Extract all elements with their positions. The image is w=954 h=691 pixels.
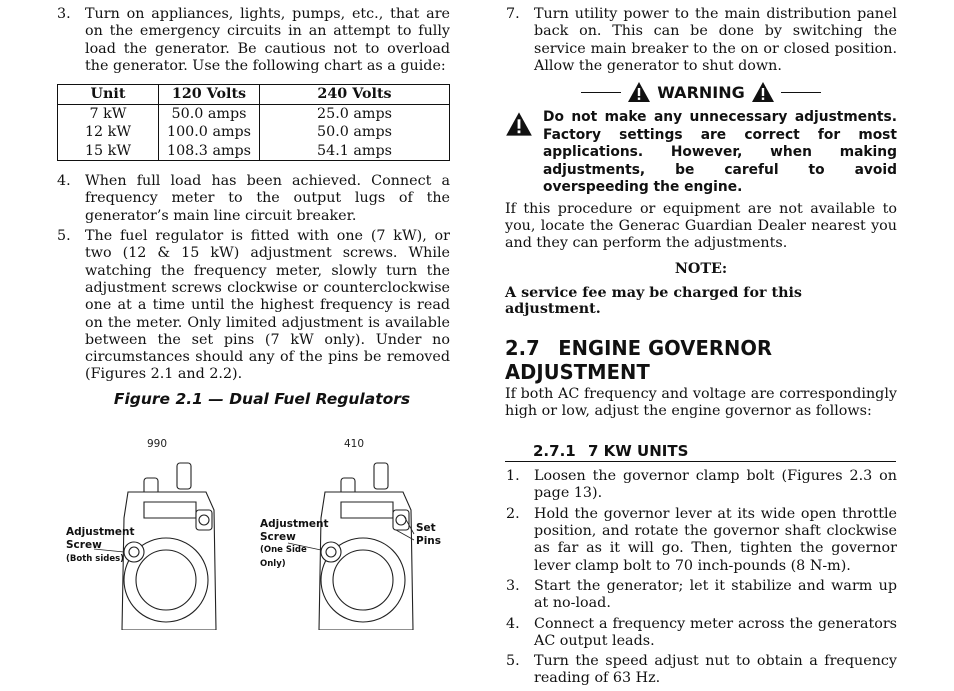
subsection-heading [505,442,896,462]
section-heading [505,336,877,384]
set-pins-annotation [416,522,441,548]
step-number: 7. [506,6,520,22]
table-row [58,142,450,161]
step-text: Turn utility power to the main distribution panel back on. This can be done by switching the service main breaker to the on or closed position. Allow the generator to shut down. [534,6,897,74]
table-header-row [58,85,450,105]
table-row [58,123,450,142]
right-column [505,6,897,691]
step-number: 2. [506,505,520,522]
list-item [56,6,450,75]
warning-triangle-icon [751,81,775,103]
fuel-fitting-icon [177,463,191,489]
note-label: NOTE: [674,260,728,277]
step-text: The fuel regulator is fitted with one (7 kW), or two (12 & 15 kW) adjustment screws. While watching the frequency meter, slowly turn the adjustment screws clockwise or counterclockwise one at a time until the highest frequency is read on the meter. Only limited adjustment is available between the set pins (7 kW only). Under no circumstances should any of the pins be removed (Figures 2.1 and 2.2). [85,228,450,383]
step-text: When full load has been achieved. Connect a frequency meter to the output lugs of the generator’s main line circuit breaker. [85,173,450,224]
table-cell: 15 kW [58,142,159,161]
table-header: 120 Volts [159,85,260,105]
step-number: 3. [57,6,71,22]
dealer-paragraph: If this procedure or equipment are not available to you, locate the Generac Guardian Dealer nearest you and they can perform the adjustments. [505,200,897,252]
regulator-label-990: 990 [147,438,168,450]
step-number: 5. [506,653,520,670]
step-text: Turn the speed adjust nut to obtain a frequency reading of 63 Hz. [534,653,897,687]
warning-title: WARNING [657,82,745,102]
table-cell: 108.3 amps [159,142,260,161]
section-title: ENGINE GOVERNOR ADJUSTMENT [505,335,773,384]
table-cell: 25.0 amps [317,105,392,122]
table-cell: 7 kW [58,104,159,123]
note-text: A service fee may be charged for this adjustment. [505,284,802,317]
list-item [56,173,450,225]
governor-steps [505,468,897,688]
list-item [505,578,897,613]
annotation-text: (One Side [260,545,307,555]
adjustment-screw-annotation-a [66,526,135,566]
list-item [56,228,450,384]
table-header: 240 Volts [260,85,450,105]
step-number: 1. [506,468,520,485]
right-steps-top [505,6,897,75]
annotation-text: (Both sides) [66,554,125,564]
table-cell: 100.0 amps [159,123,260,142]
subsection-title: 7 KW UNITS [588,442,689,461]
step-text: Start the generator; let it stabilize and warm up at no-load. [534,577,897,612]
list-item [505,653,897,688]
adjustment-screw-annotation-b [260,518,329,571]
annotation-text: Adjustment [66,526,135,538]
left-steps-bottom [56,173,450,384]
load-guide-table [57,84,450,161]
annotation-text: Pins [416,535,442,547]
step-text: Connect a frequency meter across the generators AC output leads. [534,615,897,649]
fuel-fitting-icon [374,463,388,489]
annotation-text: Screw [66,539,102,551]
step-text: Loosen the governor clamp bolt (Figures 2.3 on page 13). [534,468,897,502]
table-cell: 50.0 amps [159,104,260,123]
step-number: 3. [506,577,520,594]
list-item [505,616,897,651]
annotation-text: Only) [260,559,286,569]
list-item [505,6,897,75]
section-number: 2.7 [505,335,540,360]
divider [781,92,821,93]
warning-heading [505,81,897,103]
list-item [505,506,897,575]
warning-text: Do not make any unnecessary adjustments. Factory settings are correct for most applications. However, when making adjustments, be careful to avoid overspeeding the engine. [543,109,897,196]
annotation-text: Screw [260,531,296,543]
table-header: Unit [58,85,159,105]
dual-fuel-regulators-figure [56,430,450,630]
annotation-text: Set [416,522,436,534]
regulator-label-410: 410 [344,438,365,450]
left-column [56,6,450,408]
step-number: 5. [57,228,71,245]
subsection-number: 2.7.1 [533,442,576,461]
step-number: 4. [506,615,520,632]
table-row [58,104,450,123]
warning-box [505,109,897,197]
warning-triangle-icon [627,81,651,103]
left-steps-top [56,6,450,75]
divider [581,92,621,93]
table-cell: 50.0 amps [317,124,392,141]
figure-caption: Figure 2.1 — Dual Fuel Regulators [113,389,411,408]
step-text: Turn on appliances, lights, pumps, etc., that are on the emergency circuits in an attempt to fully load the generator. Be cautious not to overload the generator. Use the following chart as a guide: [85,6,450,74]
step-number: 4. [57,173,71,190]
table-cell: 12 kW [58,123,159,142]
annotation-text: Adjustment [260,518,329,530]
table-cell: 54.1 amps [317,142,392,159]
warning-triangle-icon [505,111,533,137]
section-intro: If both AC frequency and voltage are correspondingly high or low, adjust the engine governor as follows: [505,385,897,419]
step-text: Hold the governor lever at its wide open throttle position, and rotate the governor shaft clockwise as far as it will go. Then, tighten the governor lever clamp bolt to 70 inch-pounds (8 N-m). [534,505,897,574]
list-item [505,468,897,503]
